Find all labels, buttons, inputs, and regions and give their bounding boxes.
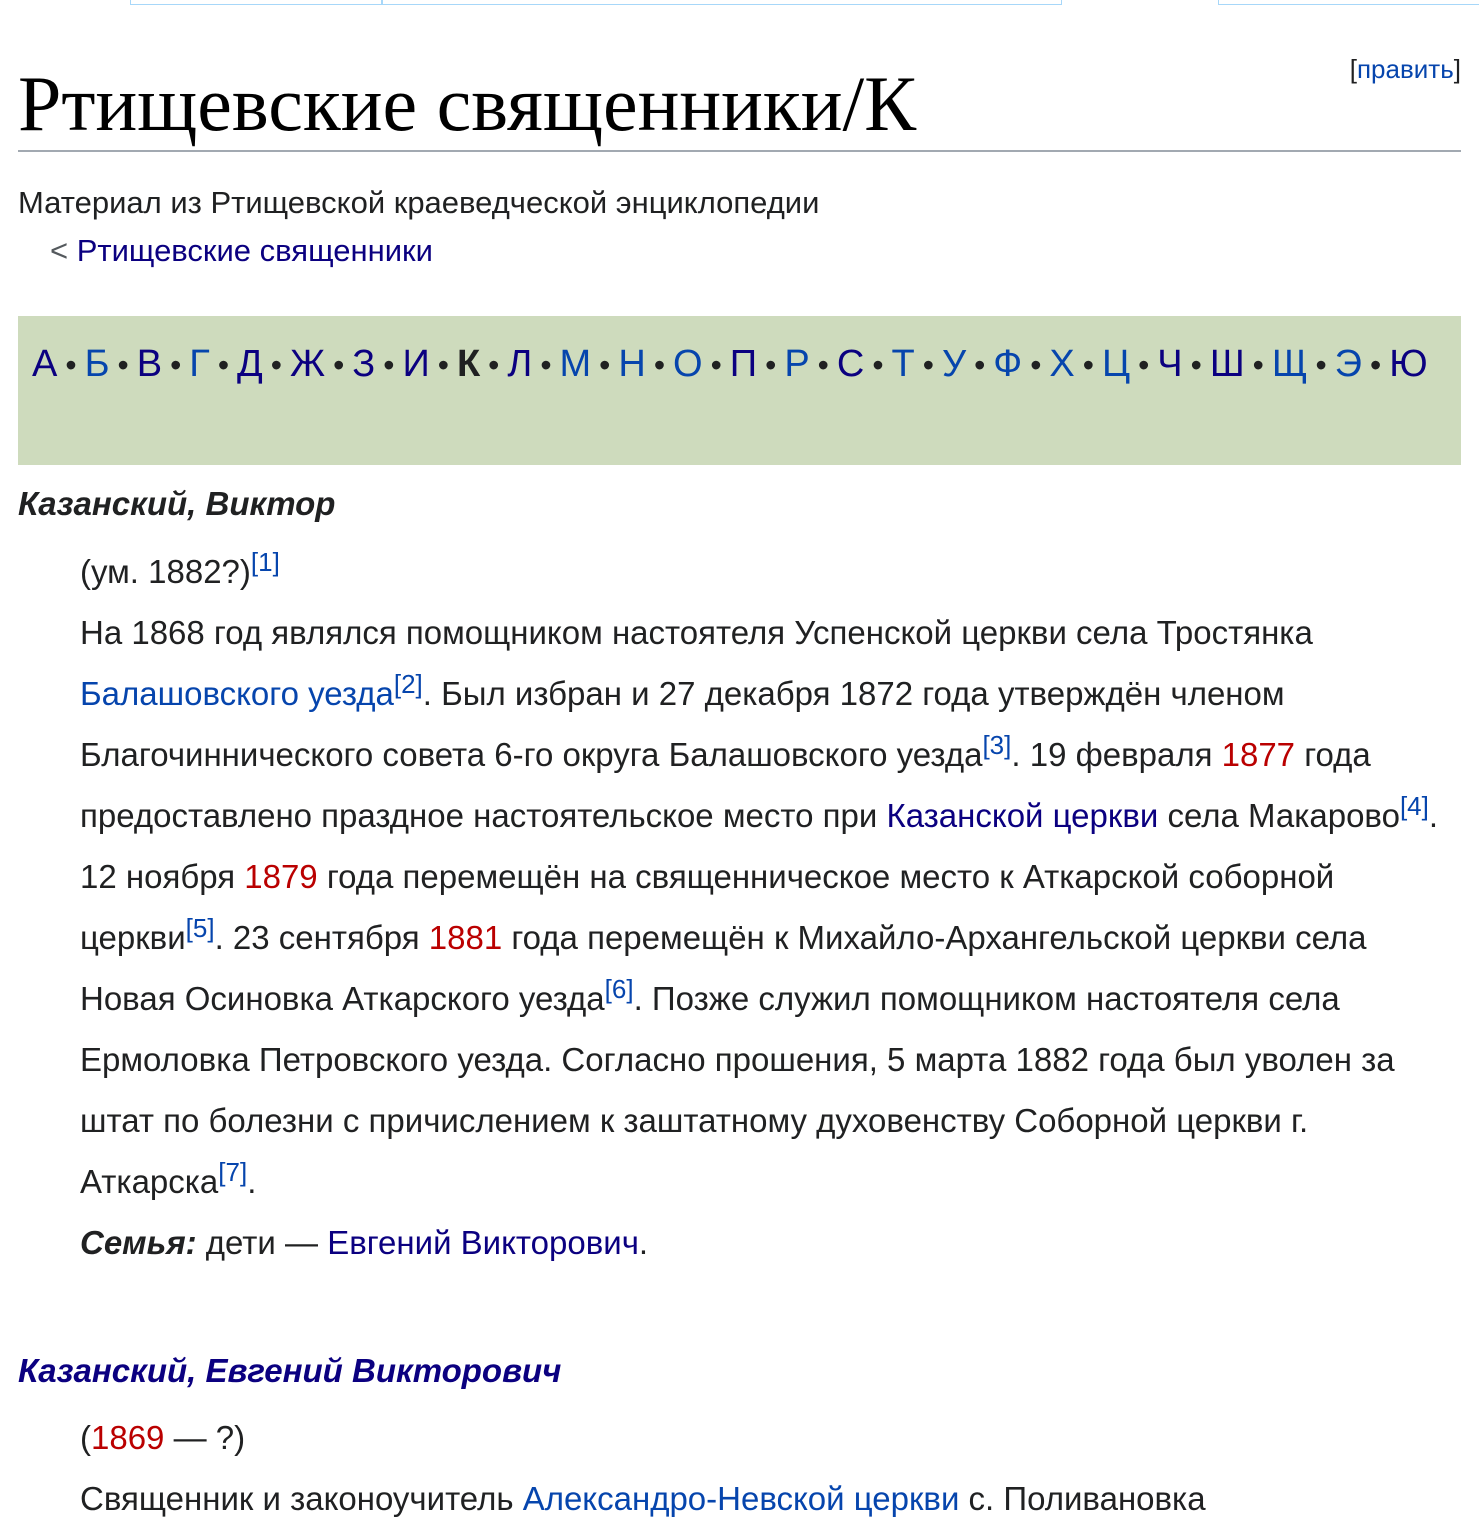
- alphabet-letter-2[interactable]: Б: [84, 343, 110, 385]
- tab-fragment[interactable]: [1218, 0, 1479, 5]
- family-label: Семья:: [80, 1224, 197, 1261]
- bio-text: села Макарово: [1158, 797, 1400, 834]
- reference-link[interactable]: [7]: [218, 1157, 248, 1187]
- alphabet-letter-19[interactable]: Ф: [993, 343, 1023, 385]
- entry-lifespan: [80, 541, 1461, 602]
- family-end: .: [638, 1224, 649, 1261]
- alphabet-separator: •: [1190, 347, 1202, 383]
- page-title: Ртищевские священники/К: [18, 58, 1461, 152]
- alphabet-letter-4[interactable]: Г: [189, 343, 210, 385]
- alphabet-letter-15[interactable]: Р: [784, 343, 810, 385]
- alphabet-letter-20[interactable]: Х: [1049, 343, 1075, 385]
- edit-link[interactable]: править: [1356, 54, 1454, 84]
- reference-link[interactable]: [4]: [1399, 791, 1429, 821]
- alphabet-letter-1[interactable]: А: [32, 343, 58, 385]
- alphabet-separator: •: [540, 347, 552, 383]
- alexander-nevsky-church-link[interactable]: Александро-Невской церкви: [522, 1480, 960, 1517]
- bio-text: года предоставлено праздное настоятельское место при: [80, 736, 1371, 834]
- bio-text: . 19 февраля: [1011, 736, 1222, 773]
- alphabet-letter-18[interactable]: У: [941, 343, 967, 385]
- alphabet-separator: •: [872, 347, 884, 383]
- alphabet-navigation: [18, 316, 1461, 465]
- alphabet-letter-11[interactable]: М: [559, 343, 592, 385]
- lifespan-text: (ум. 1882?): [80, 553, 251, 590]
- alphabet-letter-23[interactable]: Ш: [1209, 343, 1245, 385]
- entry-title: Казанский, Виктор: [18, 485, 336, 522]
- alphabet-separator: •: [653, 347, 666, 383]
- reference-link[interactable]: [1]: [250, 547, 280, 577]
- alphabet-letter-9: К: [456, 343, 481, 385]
- breadcrumb-parent-link[interactable]: Ртищевские священники: [76, 233, 433, 268]
- entry-kazansky-viktor: [18, 484, 1461, 1273]
- alphabet-separator: •: [488, 347, 500, 383]
- reference-link[interactable]: [2]: [393, 669, 423, 699]
- entry-lifespan: [80, 1407, 1461, 1468]
- alphabet-separator: •: [1138, 347, 1150, 383]
- alphabet-letter-3[interactable]: В: [136, 343, 163, 385]
- alphabet-separator: •: [270, 347, 282, 383]
- year-1869-link[interactable]: 1869: [91, 1419, 165, 1456]
- alphabet-separator: •: [1030, 347, 1042, 383]
- bio-text: года перемещён к Михайло-Архангельской церкви села Новая Осиновка Аткарского уезда: [80, 919, 1367, 1017]
- kazan-church-link[interactable]: Казанской церкви: [886, 797, 1159, 834]
- bio-text: . Позже служил помощником настоятеля села Ермоловка Петровского уезда. Согласно прошения, 5 марта 1882 года был уволен за штат по болезни с причислением к заштатному духовенству Соборной церкви г. Аткарска: [80, 980, 1395, 1200]
- edit-bracket-close: ]: [1453, 54, 1461, 84]
- alphabet-separator: •: [710, 347, 722, 383]
- alphabet-letter-13[interactable]: О: [673, 343, 703, 385]
- breadcrumb-prefix: <: [50, 233, 77, 268]
- alphabet-letter-5[interactable]: Д: [237, 343, 263, 385]
- alphabet-letter-14[interactable]: П: [729, 343, 758, 385]
- alphabet-letter-7[interactable]: З: [352, 343, 376, 385]
- bio-text: На 1868 год являлся помощником настоятеля Успенской церкви села Тростянка: [80, 614, 1313, 651]
- bio-text: Священник и законоучитель: [80, 1480, 523, 1517]
- entry-biography: [80, 1468, 1461, 1529]
- reference-link[interactable]: [3]: [982, 730, 1012, 760]
- edit-bracket-open: [: [1349, 54, 1357, 84]
- alphabet-letter-16[interactable]: С: [836, 343, 865, 385]
- alphabet-separator: •: [65, 347, 77, 383]
- site-subtitle: Материал из Ртищевской краеведческой энциклопедии: [18, 185, 820, 220]
- alphabet-separator: •: [974, 347, 986, 383]
- alphabet-separator: •: [765, 347, 777, 383]
- bio-text: .: [247, 1163, 257, 1200]
- alphabet-letter-10[interactable]: Л: [507, 343, 533, 385]
- lifespan-open: (: [80, 1419, 91, 1456]
- alphabet-separator: •: [922, 347, 934, 383]
- alphabet-separator: •: [383, 347, 395, 383]
- alphabet-separator: •: [1315, 347, 1327, 383]
- year-1879-link[interactable]: 1879: [244, 858, 318, 895]
- alphabet-separator: •: [170, 347, 182, 383]
- alphabet-separator: •: [217, 347, 230, 383]
- tabs-strip: [0, 0, 1479, 6]
- tab-fragment[interactable]: [382, 0, 1062, 5]
- alphabet-separator: •: [1252, 347, 1264, 383]
- alphabet-letter-22[interactable]: Ч: [1157, 343, 1183, 385]
- family-child-link[interactable]: Евгений Викторович: [327, 1224, 639, 1261]
- alphabet-separator: •: [437, 347, 449, 383]
- alphabet-separator: •: [333, 347, 345, 383]
- lifespan-close: — ?): [164, 1419, 246, 1456]
- bio-text: . Был избран и 27 декабря 1872 года утверждён членом Благочиннического совета 6-го округа Балашовского уезда: [80, 675, 1285, 773]
- alphabet-letter-12[interactable]: Н: [618, 343, 646, 385]
- alphabet-letter-6[interactable]: Ж: [290, 343, 326, 385]
- entry-kazansky-evgeny: [18, 1351, 1461, 1529]
- year-1881-link[interactable]: 1881: [428, 919, 503, 956]
- entry-biography: [80, 602, 1461, 1212]
- alphabet-separator: •: [117, 347, 129, 383]
- reference-link[interactable]: [6]: [604, 974, 634, 1004]
- alphabet-separator: •: [599, 347, 611, 383]
- balashov-uyezd-link[interactable]: Балашовского уезда: [80, 675, 394, 712]
- year-1877-link[interactable]: 1877: [1221, 736, 1296, 773]
- entry-family: [80, 1212, 1461, 1273]
- alphabet-letter-25[interactable]: Э: [1334, 343, 1362, 385]
- alphabet-letter-8[interactable]: И: [402, 343, 430, 385]
- alphabet-separator: •: [1369, 347, 1382, 383]
- bio-text: с. Поливановка: [959, 1480, 1206, 1517]
- breadcrumb: [50, 233, 433, 269]
- bio-text: года перемещён на священническое место к Аткарской соборной церкви: [80, 858, 1335, 956]
- alphabet-letter-26[interactable]: Ю: [1389, 343, 1428, 385]
- bio-text: . 12 ноября: [80, 797, 1439, 895]
- alphabet-separator: •: [1082, 347, 1094, 383]
- family-text: дети —: [196, 1224, 328, 1261]
- bio-text: . 23 сентября: [214, 919, 429, 956]
- reference-link[interactable]: [5]: [185, 913, 215, 943]
- alphabet-separator: •: [817, 347, 829, 383]
- alphabet-letter-24[interactable]: Щ: [1271, 343, 1308, 385]
- entry-title-link[interactable]: Казанский, Евгений Викторович: [18, 1352, 562, 1389]
- alphabet-letter-17[interactable]: Т: [891, 343, 915, 385]
- alphabet-letter-21[interactable]: Ц: [1101, 343, 1131, 385]
- tab-fragment[interactable]: [130, 0, 382, 5]
